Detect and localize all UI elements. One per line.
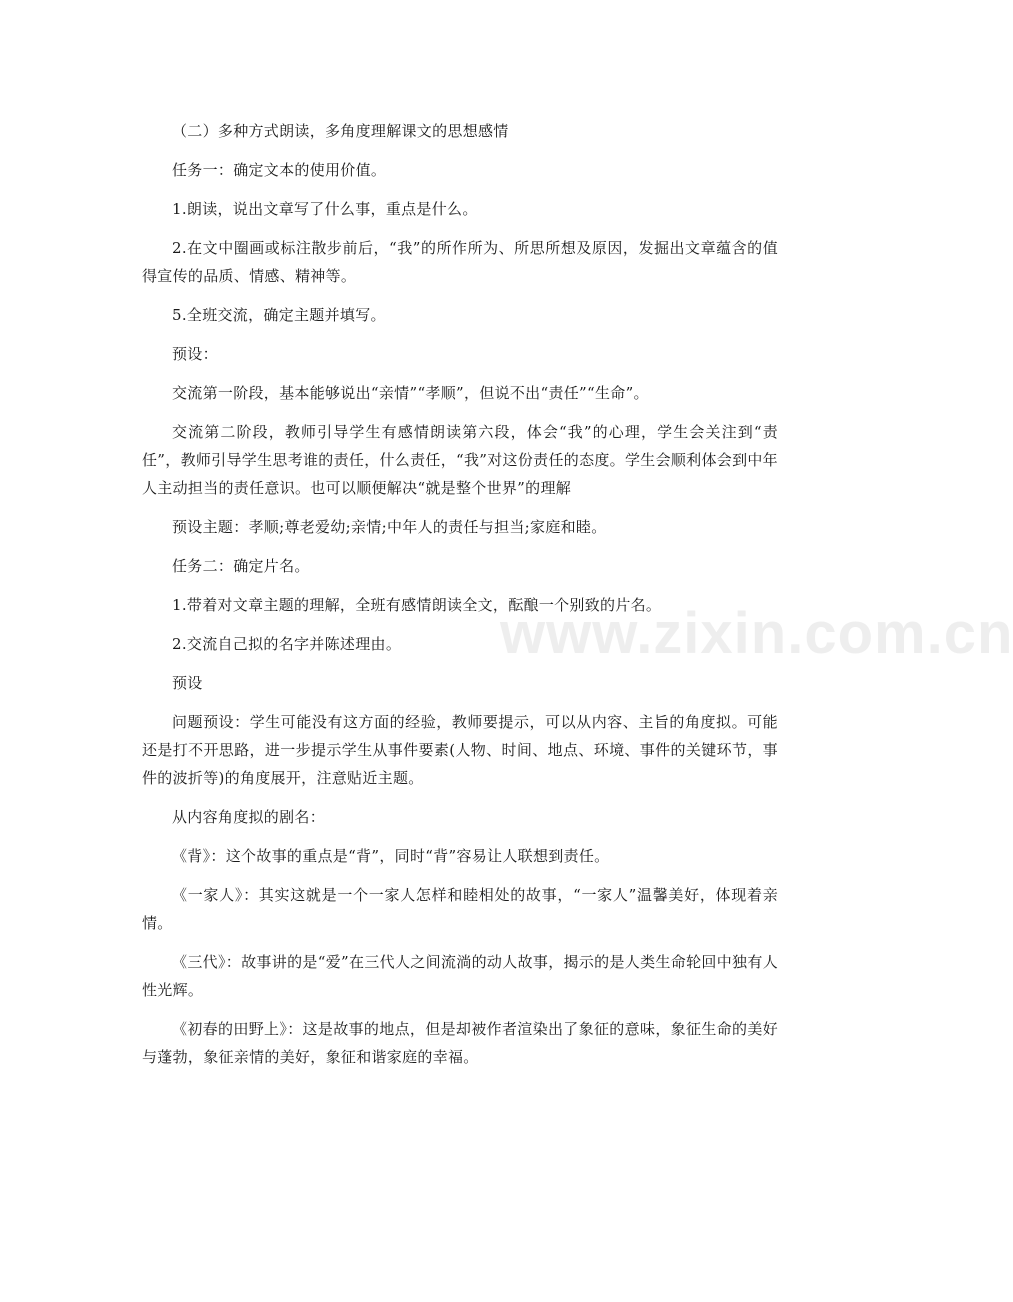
title-option-chuchun: 《初春的田野上》：这是故事的地点，但是却被作者渲染出了象征的意味，象征生命的美好与蓬勃，象征亲情的美好，象征和谐家庭的幸福。: [142, 1020, 778, 1066]
task-one-step-1: 1.朗读，说出文章写了什么事，重点是什么。: [172, 200, 478, 218]
document-body: [142, 117, 778, 1082]
title-option-bei: 《背》：这个故事的重点是“背”，同时“背”容易让人联想到责任。: [172, 847, 610, 865]
task-one-step-5: 5.全班交流，确定主题并填写。: [172, 306, 386, 324]
title-option-yijiaren: 《一家人》：其实这就是一个一家人怎样和睦相处的故事，“一家人”温馨美好，体现着亲情。: [142, 886, 778, 932]
preset-label: 预设：: [172, 345, 218, 363]
title-option-sandai: 《三代》：故事讲的是“爱”在三代人之间流淌的动人故事，揭示的是人类生命轮回中独有人性光辉。: [142, 953, 778, 999]
section-heading: （二）多种方式朗读，多角度理解课文的思想感情: [172, 122, 509, 140]
task-two-title: 任务二：确定片名。: [172, 557, 310, 575]
task-two-step-2: 2.交流自己拟的名字并陈述理由。: [172, 635, 402, 653]
exchange-stage-one: 交流第一阶段，基本能够说出“亲情”“孝顺”，但说不出“责任”“生命”。: [172, 384, 649, 402]
task-two-step-1: 1.带着对文章主题的理解，全班有感情朗读全文，酝酿一个别致的片名。: [172, 596, 662, 614]
problem-preset: 问题预设：学生可能没有这方面的经验，教师要提示，可以从内容、主旨的角度拟。可能还是打不开思路，进一步提示学生从事件要素(人物、时间、地点、环境、事件的关键环节，事件的波折等)的角度展开，注意贴近主题。: [142, 713, 778, 787]
content-angle-title: 从内容角度拟的剧名：: [172, 808, 326, 826]
task-one-title: 任务一：确定文本的使用价值。: [172, 161, 387, 179]
preset-themes: 预设主题：孝顺;尊老爱幼;亲情;中年人的责任与担当;家庭和睦。: [172, 518, 607, 536]
watermark: www.zixin.com.cn: [500, 601, 1013, 666]
exchange-stage-two: 交流第二阶段，教师引导学生有感情朗读第六段，体会“我”的心理，学生会关注到“责任”，教师引导学生思考谁的责任，什么责任，“我”对这份责任的态度。学生会顺利体会到中年人主动担当的责任意识。也可以顺便解决“就是整个世界”的理解: [142, 423, 778, 497]
preset-label-2: 预设: [172, 674, 203, 692]
task-one-step-2: 2.在文中圈画或标注散步前后，“我”的所作所为、所思所想及原因，发掘出文章蕴含的值得宣传的品质、情感、精神等。: [142, 239, 778, 285]
